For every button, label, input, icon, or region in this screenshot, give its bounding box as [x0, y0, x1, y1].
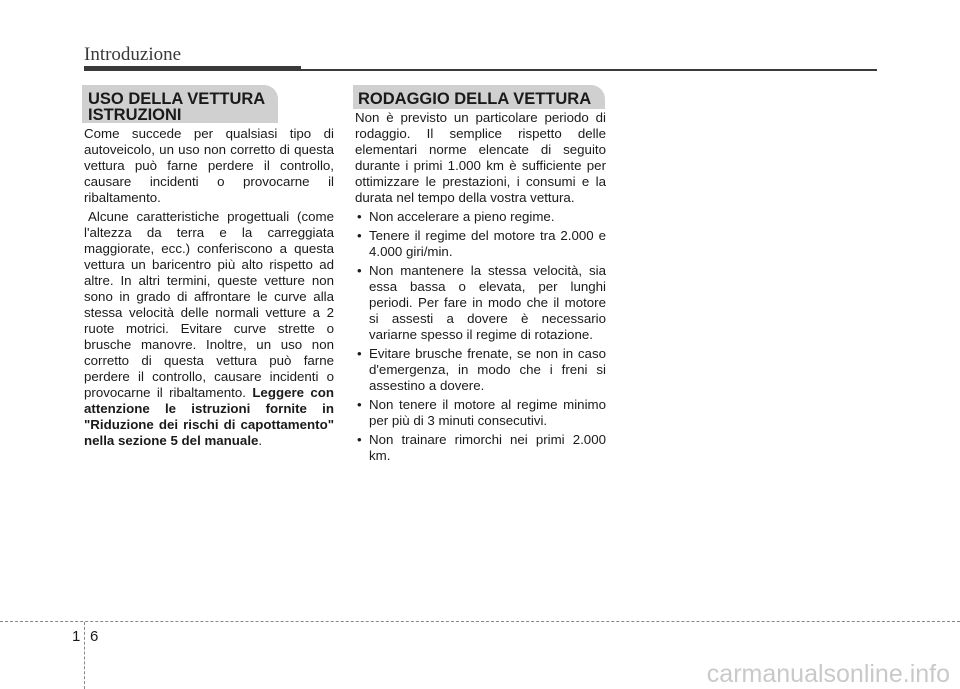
- paragraph: [84, 209, 334, 449]
- bullet-icon: •: [357, 209, 362, 224]
- watermark: carmanualsonline.info: [706, 660, 950, 688]
- header-rule-thin: [301, 69, 877, 71]
- column-left: [84, 126, 334, 452]
- bullet-icon: •: [357, 346, 362, 361]
- bullet-icon: •: [357, 397, 362, 412]
- list-item: [355, 263, 606, 343]
- header-title: Introduzione: [84, 44, 182, 65]
- list-item: [355, 209, 606, 225]
- list-item: [355, 432, 606, 464]
- paragraph-text: Alcune caratteristiche progettuali (come l'altezza da terra e la carreggiata maggiorate, ecc.) conferiscono a questa vettura un baricentro più alto rispetto ad altre. In altri termini, queste vetture non sono in grado di affrontare le curve alla stessa velocità delle normali vetture a 2 ruote motrici. Evitare curve strette o brusche manovre. Inoltre, un uso non corretto di questa vettura può farne perdere il controllo, causare incidenti o provocarne il ribaltamento.: [84, 209, 334, 400]
- paragraph: Come succede per qualsiasi tipo di autoveicolo, un uso non corretto di questa vettura può farne perdere il controllo, causare incidenti o provocarne il ribaltamento.: [84, 126, 334, 205]
- list-item: [355, 397, 606, 429]
- paragraph-bold-reference: Leggere con attenzione le istruzioni fornite in "Riduzione dei rischi di capottamento" nella sezione 5 del manuale: [84, 385, 335, 448]
- paragraph-end: .: [258, 433, 263, 448]
- page-number: 6: [90, 628, 99, 645]
- bullet-icon: •: [357, 228, 362, 243]
- footer-divider: [0, 621, 960, 622]
- footer-vertical-divider: [84, 622, 85, 689]
- bullet-icon: •: [357, 263, 362, 278]
- list-item-text: Non trainare rimorchi nei primi 2.000 km.: [369, 432, 606, 463]
- bullet-icon: •: [357, 432, 362, 447]
- paragraph: Non è previsto un particolare periodo di rodaggio. Il semplice rispetto delle elementari norme elencate di seguito durante i primi 1.000 km è sufficiente per ottimizzare le prestazioni, i consumi e la durata nel tempo della vostra vettura.: [355, 110, 606, 205]
- section-heading-uso: USO DELLA VETTURA ISTRUZIONI: [82, 85, 278, 123]
- header-rule-thick: [84, 66, 301, 71]
- list-item-text: Tenere il regime del motore tra 2.000 e 4.000 giri/min.: [369, 228, 606, 259]
- list-item-text: Non tenere il motore al regime minimo per più di 3 minuti consecutivi.: [369, 397, 606, 428]
- column-right: [355, 110, 606, 467]
- list-item-text: Evitare brusche frenate, se non in caso d'emergenza, in modo che i freni si assestino a dovere.: [369, 346, 606, 393]
- list-item: [355, 346, 606, 394]
- list-item: [355, 228, 606, 260]
- section-heading-rodaggio: RODAGGIO DELLA VETTURA: [353, 85, 605, 109]
- chapter-number: 1: [72, 628, 81, 645]
- list-item-text: Non mantenere la stessa velocità, sia essa bassa o elevata, per lunghi periodi. Per fare in modo che il motore si assesti a dovere è necessario variarne spesso il regime di rotazione.: [369, 263, 606, 342]
- list-item-text: Non accelerare a pieno regime.: [369, 209, 555, 224]
- bullet-list: [355, 209, 606, 464]
